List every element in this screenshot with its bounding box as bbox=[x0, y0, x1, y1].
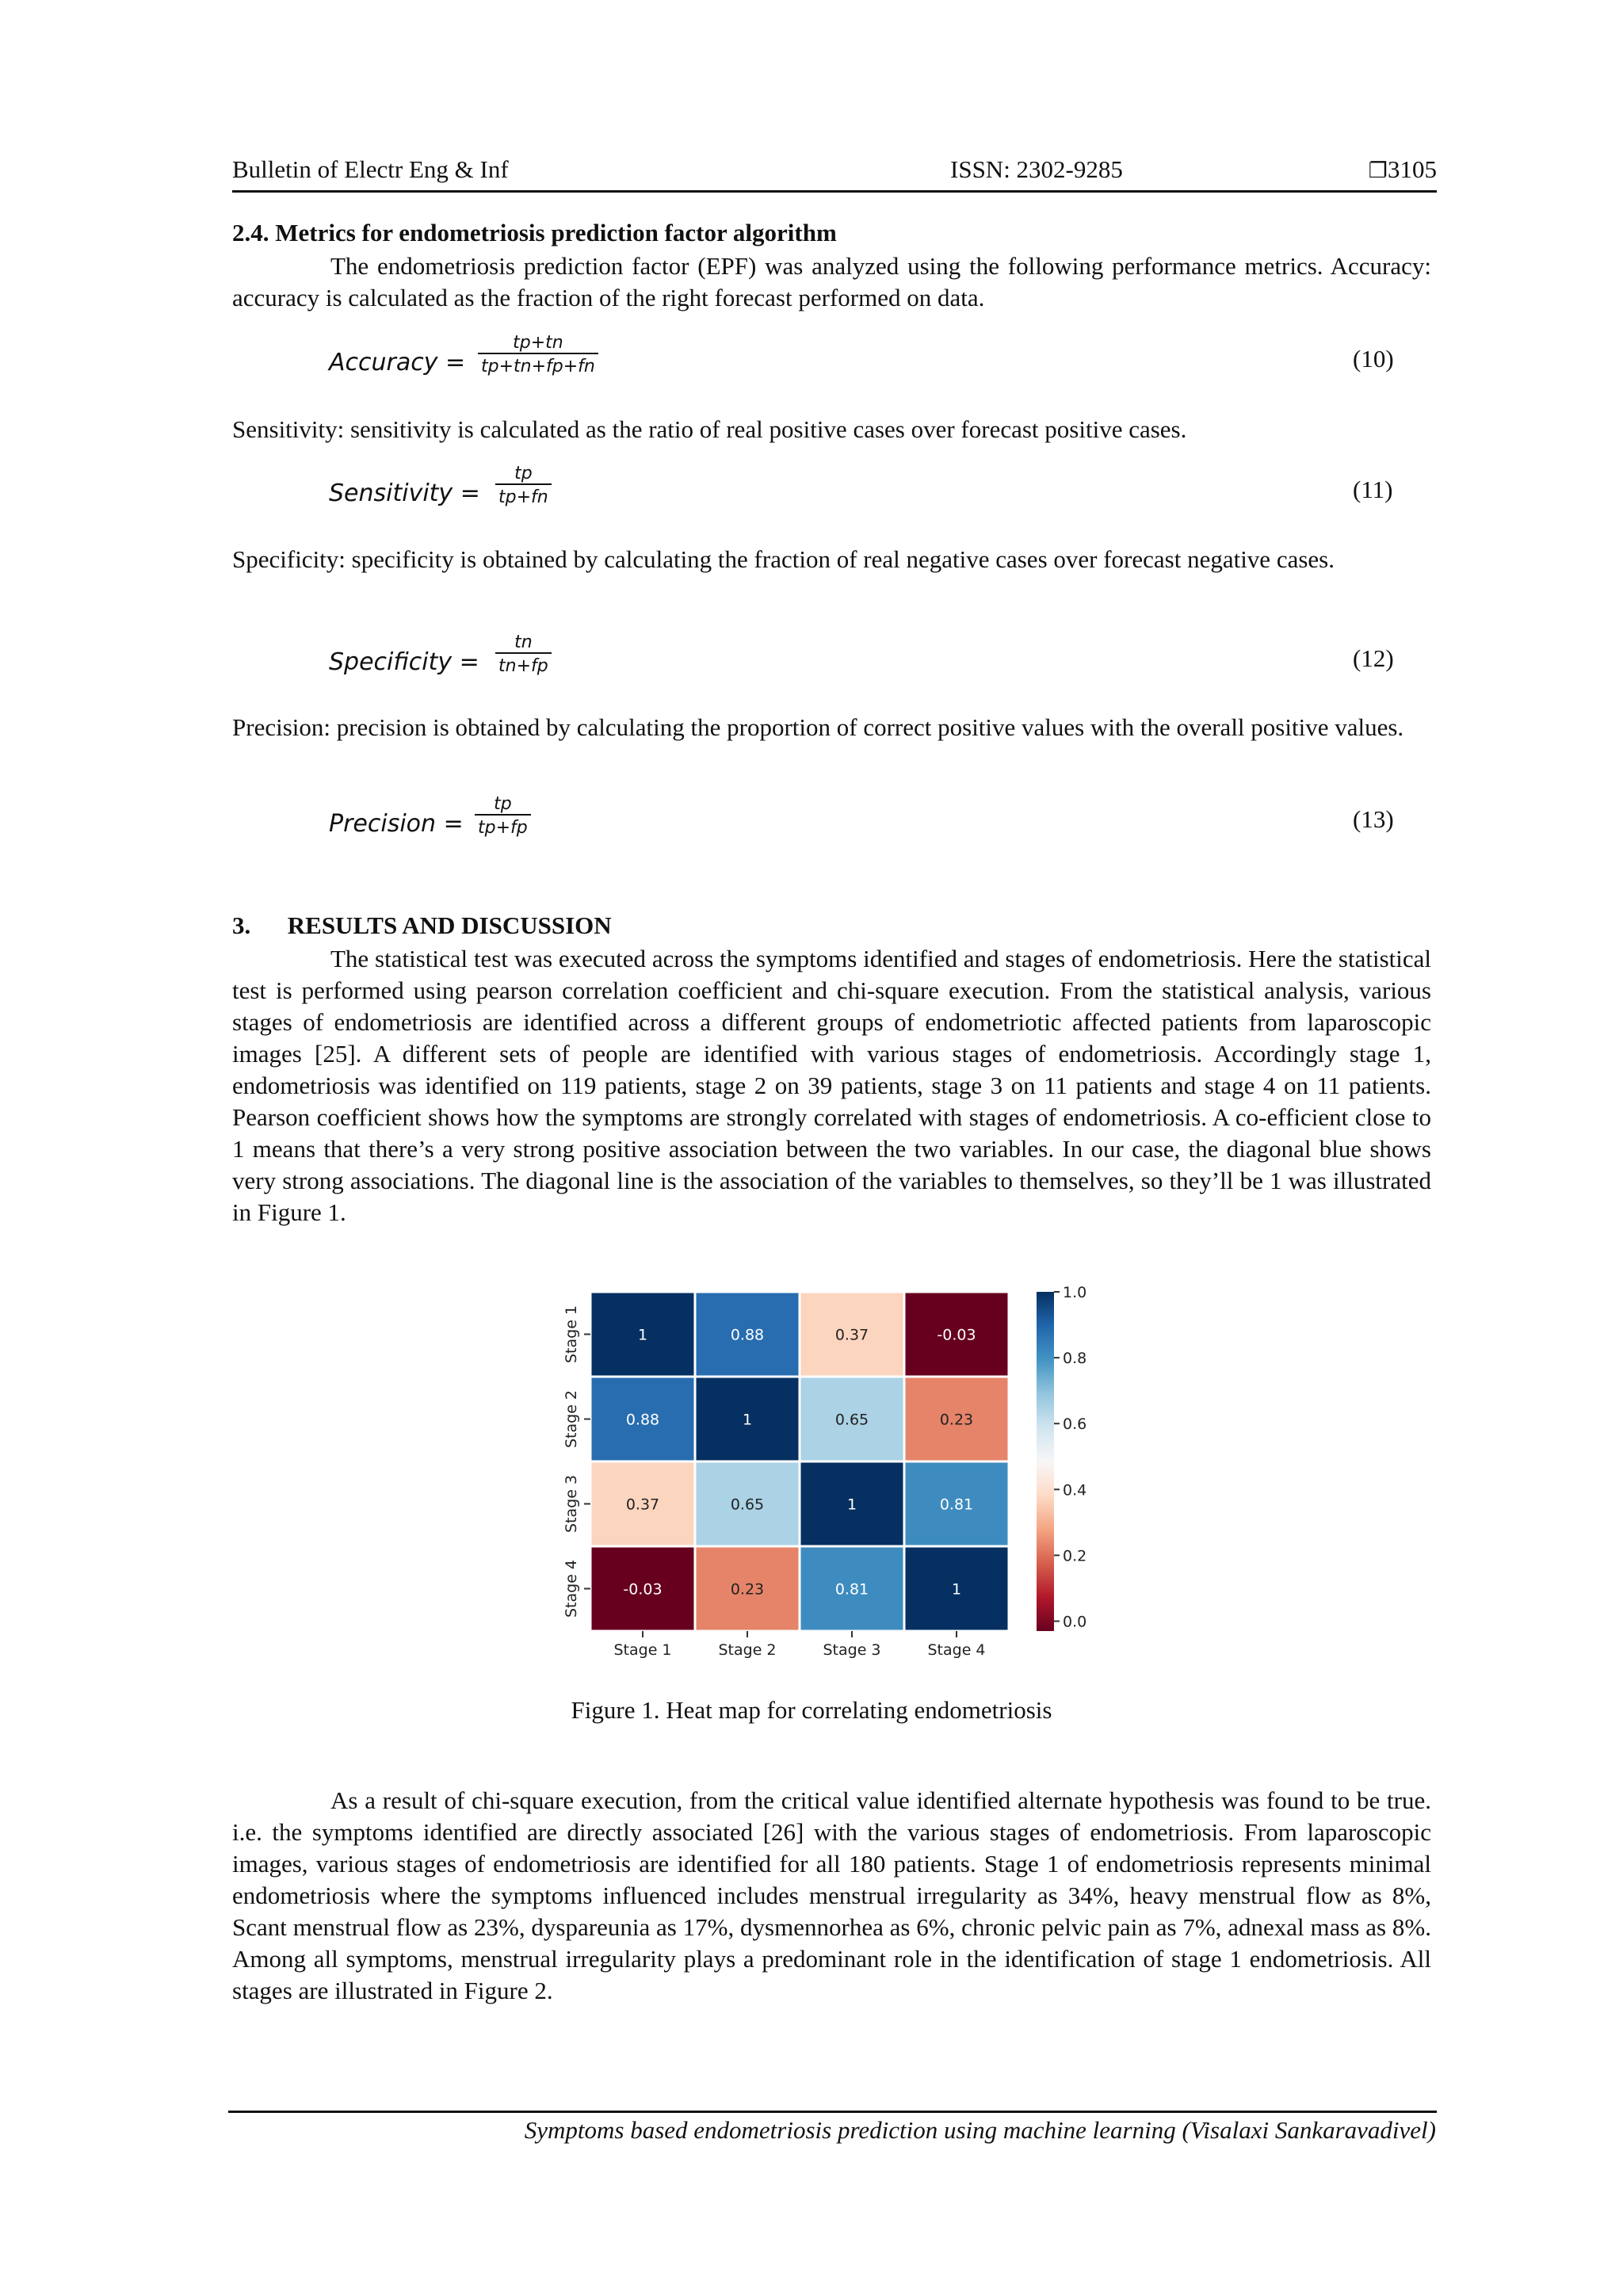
equation-lhs: Sensitivity = bbox=[329, 479, 480, 507]
colorbar bbox=[1037, 1292, 1054, 1631]
equation-fraction bbox=[478, 333, 598, 376]
heatmap-cell-label: 0.37 bbox=[625, 1496, 660, 1514]
equation-fraction bbox=[495, 632, 552, 676]
results-text-2: As a result of chi-square execution, from the critical value identified alternate hypothesis was found to be true. i.e. the symptoms identified are directly associated [26] with the various stages of endometriosis. From laparoscopic images, various stages of endometriosis are identified for all 180 patients. Stage 1 of endometriosis represents minimal endometriosis where the symptoms influenced includes menstrual irregularity as 34%, heavy menstrual flow as 8%, Scant menstrual flow as 23%, dyspareunia as 17%, dysmennorhea as 6%, chronic pelvic pain as 7%, adnexal mass as 8%. Among all symptoms, menstrual irregularity plays a predominant role in the identification of stage 1 endometriosis. All stages are illustrated in Figure 2. bbox=[232, 1786, 1431, 2004]
equation-lhs: Specificity = bbox=[329, 648, 479, 676]
figure-1-caption: Figure 1. Heat map for correlating endometriosis bbox=[571, 1696, 1052, 1724]
equation-denominator: tn+fp bbox=[495, 652, 552, 676]
heatmap-cell-label: -0.03 bbox=[937, 1326, 976, 1344]
y-tick-label: Stage 2 bbox=[563, 1389, 580, 1449]
equation-lhs: Accuracy = bbox=[329, 349, 466, 376]
equation-denominator: tp+tn+fp+fn bbox=[478, 353, 598, 376]
page-number-block bbox=[1369, 155, 1437, 184]
equation-number-11: (11) bbox=[1353, 476, 1393, 503]
equation-numerator: tp bbox=[514, 464, 533, 483]
equation-lhs: Precision = bbox=[329, 810, 464, 838]
running-footer: Symptoms based endometriosis prediction using machine learning (Visalaxi Sankaravadivel) bbox=[524, 2116, 1436, 2144]
heatmap-cell-label: 0.81 bbox=[939, 1496, 974, 1514]
equation-numerator: tp+tn bbox=[513, 333, 563, 353]
issn: ISSN: 2302-9285 bbox=[950, 155, 1123, 183]
equation-numerator: tn bbox=[514, 632, 533, 652]
results-paragraph-1 bbox=[232, 943, 1431, 1228]
heatmap-cell-label: 0.88 bbox=[730, 1326, 765, 1344]
heatmap-chart bbox=[547, 1276, 1117, 1672]
metrics-intro-paragraph bbox=[232, 250, 1431, 314]
heatmap-cell-label: 1 bbox=[637, 1326, 648, 1344]
heatmap-cell-label: -0.03 bbox=[623, 1580, 663, 1599]
heatmap-cell-label: 1 bbox=[846, 1496, 857, 1514]
x-tick-label: Stage 2 bbox=[718, 1641, 777, 1659]
heatmap-cell-label: 0.65 bbox=[834, 1411, 869, 1429]
specificity-text: Specificity: specificity is obtained by calculating the fraction of real negative cases over forecast negative cases. bbox=[232, 545, 1335, 573]
equation-numerator: tp bbox=[494, 794, 512, 814]
heatmap-y-labels bbox=[563, 1305, 590, 1618]
colorbar-ticks bbox=[1054, 1284, 1086, 1631]
equation-fraction bbox=[475, 794, 531, 838]
equation-denominator: tp+fp bbox=[475, 814, 531, 838]
colorbar-tick-label: 0.2 bbox=[1063, 1547, 1087, 1565]
x-tick-label: Stage 1 bbox=[613, 1641, 672, 1659]
colorbar-tick-label: 1.0 bbox=[1063, 1284, 1087, 1301]
heatmap-cell-label: 1 bbox=[742, 1411, 753, 1429]
journal-name: Bulletin of Electr Eng & Inf bbox=[232, 155, 509, 183]
sensitivity-text: Sensitivity: sensitivity is calculated as the ratio of real positive cases over forecast positive cases. bbox=[232, 415, 1187, 443]
y-tick-label: Stage 4 bbox=[563, 1559, 580, 1618]
equation-fraction bbox=[495, 464, 552, 507]
x-tick-label: Stage 3 bbox=[823, 1641, 881, 1659]
metrics-intro-text: The endometriosis prediction factor (EPF) was analyzed using the following performance metrics. Accuracy: accuracy is calculated as the fraction of the right forecast performed on data. bbox=[232, 252, 1431, 311]
heatmap-cell-label: 0.37 bbox=[834, 1326, 869, 1344]
y-tick-label: Stage 3 bbox=[563, 1474, 580, 1534]
heatmap-cell-label: 0.88 bbox=[625, 1411, 660, 1429]
heatmap-cell-label: 0.65 bbox=[730, 1496, 765, 1514]
section-3-heading: 3. RESULTS AND DISCUSSION bbox=[232, 911, 612, 939]
results-paragraph-2 bbox=[232, 1785, 1431, 2007]
colorbar-tick-label: 0.0 bbox=[1063, 1613, 1087, 1631]
equation-number-10: (10) bbox=[1353, 345, 1394, 372]
equation-number-12: (12) bbox=[1353, 644, 1394, 672]
heatmap-x-labels bbox=[613, 1631, 985, 1659]
sensitivity-paragraph bbox=[232, 414, 1431, 445]
colorbar-tick-label: 0.8 bbox=[1063, 1350, 1087, 1368]
precision-text: Precision: precision is obtained by calculating the proportion of correct positive values with the overall positive values. bbox=[232, 713, 1404, 741]
x-tick-label: Stage 4 bbox=[927, 1641, 986, 1659]
results-text-1: The statistical test was executed across the symptoms identified and stages of endometriosis. Here the statistical test is performed using pearson correlation coefficient and chi-square execution. From the statistical analysis, various stages of endometriosis are identified across a different groups of endometriotic affected patients from laparoscopic images [25]. A different sets of people are identified with various stages of endometriosis. Accordingly stage 1, endometriosis was identified on 119 patients, stage 2 on 39 patients, stage 3 on 11 patients and stage 4 on 11 patients. Pearson coefficient shows how the symptoms are strongly correlated with stages of endometriosis. A co-efficient close to 1 means that there’s a very strong positive association between the two variables. In our case, the diagonal blue shows very strong associations. The diagonal line is the association of the variables to themselves, so they’ll be 1 was illustrated in Figure 1. bbox=[232, 945, 1431, 1226]
heatmap-cell-label: 0.23 bbox=[939, 1411, 974, 1429]
running-header bbox=[232, 155, 1437, 193]
precision-paragraph bbox=[232, 712, 1431, 743]
box-icon: ❐ bbox=[1368, 159, 1388, 183]
colorbar-tick-label: 0.6 bbox=[1063, 1415, 1087, 1434]
equation-denominator: tp+fn bbox=[495, 483, 552, 507]
section-2-4-heading: 2.4. Metrics for endometriosis prediction factor algorithm bbox=[232, 219, 837, 246]
footer-rule bbox=[228, 2111, 1437, 2113]
heatmap-cell-label: 0.23 bbox=[730, 1580, 765, 1599]
y-tick-label: Stage 1 bbox=[563, 1305, 580, 1364]
colorbar-tick-label: 0.4 bbox=[1063, 1481, 1087, 1499]
heatmap-figure bbox=[547, 1276, 1117, 1672]
heatmap-cell-label: 0.81 bbox=[834, 1580, 869, 1599]
specificity-paragraph bbox=[232, 544, 1431, 575]
heatmap-cells bbox=[590, 1292, 1009, 1631]
heatmap-cell-label: 1 bbox=[951, 1580, 962, 1599]
equation-number-13: (13) bbox=[1353, 805, 1394, 833]
page-number: 3105 bbox=[1388, 155, 1437, 183]
